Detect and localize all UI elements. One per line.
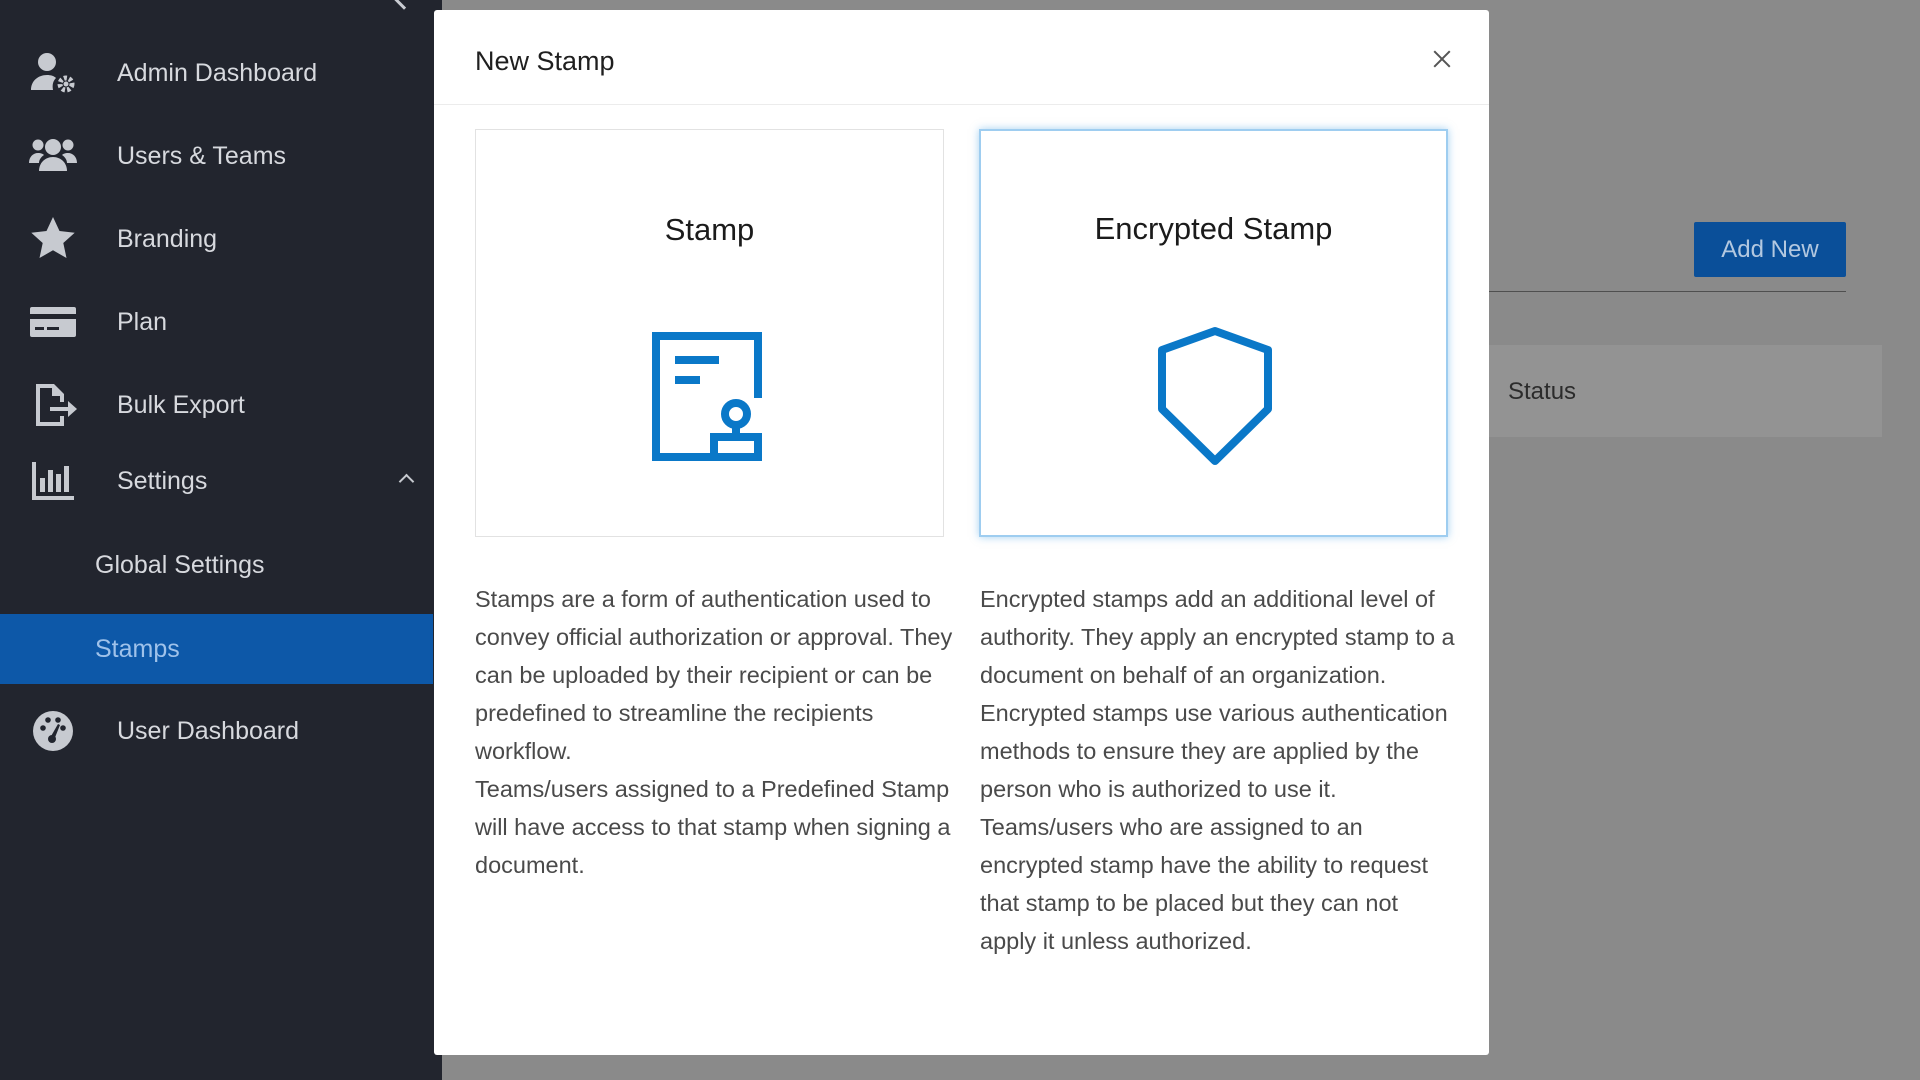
stamp-option-card[interactable] bbox=[475, 129, 944, 537]
sidebar-item-label: Plan bbox=[117, 307, 168, 336]
sidebar-item-user-dashboard[interactable] bbox=[0, 696, 442, 766]
close-icon[interactable] bbox=[1424, 42, 1460, 78]
credit-card-icon bbox=[27, 296, 79, 348]
sidebar-item-plan[interactable] bbox=[0, 287, 442, 357]
gauge-icon bbox=[27, 705, 79, 757]
star-icon bbox=[27, 213, 79, 265]
sidebar bbox=[0, 0, 442, 1080]
modal-title: New Stamp bbox=[475, 46, 615, 76]
description-paragraph: Teams/users assigned to a Predefined Stamp will have access to that stamp when signing a document. bbox=[475, 776, 951, 878]
sidebar-item-label: User Dashboard bbox=[117, 716, 300, 745]
users-icon bbox=[27, 130, 79, 182]
sidebar-item-label: Bulk Export bbox=[117, 390, 245, 419]
sidebar-item-global-settings[interactable] bbox=[0, 530, 433, 600]
sidebar-item-admin-dashboard[interactable] bbox=[0, 38, 442, 108]
modal-header bbox=[434, 10, 1489, 105]
bar-chart-icon bbox=[27, 455, 79, 507]
user-gear-icon bbox=[27, 47, 79, 99]
chevron-up-icon[interactable] bbox=[399, 474, 415, 490]
add-new-button: Add New bbox=[1694, 222, 1846, 277]
sidebar-item-label: Global Settings bbox=[95, 550, 265, 579]
card-title: Encrypted Stamp bbox=[1094, 211, 1333, 246]
description-paragraph: Stamps are a form of authentication used to convey official authorization or approval. They can be uploaded by their recipient or can be predefined to streamline the recipients workflow. bbox=[475, 586, 953, 764]
stamp-description bbox=[475, 580, 955, 884]
sidebar-item-label: Stamps bbox=[95, 634, 180, 663]
encrypted-stamp-description bbox=[980, 580, 1455, 960]
shield-icon bbox=[1155, 325, 1275, 467]
sidebar-item-label: Settings bbox=[117, 466, 208, 495]
sidebar-item-bulk-export[interactable] bbox=[0, 370, 442, 440]
sidebar-item-label: Users & Teams bbox=[117, 141, 287, 170]
encrypted-stamp-option-card[interactable] bbox=[979, 129, 1448, 537]
sidebar-item-label: Admin Dashboard bbox=[117, 58, 318, 87]
document-stamp-icon bbox=[650, 330, 770, 465]
table-header-status: Status bbox=[1508, 378, 1577, 405]
new-stamp-modal bbox=[434, 10, 1489, 1055]
sidebar-item-users-teams[interactable] bbox=[0, 121, 442, 191]
sidebar-item-branding[interactable] bbox=[0, 204, 442, 274]
description-paragraph: Encrypted stamps add an additional level of authority. They apply an encrypted stamp to a document on behalf of an organization. Encrypted stamps use various authentication methods to ensure they are applied by the person who is authorized to use it. bbox=[980, 586, 1455, 802]
divider bbox=[1480, 291, 1846, 292]
sidebar-item-stamps[interactable] bbox=[0, 614, 433, 684]
sidebar-item-label: Branding bbox=[117, 224, 218, 253]
collapse-chevron-icon[interactable] bbox=[391, 0, 416, 10]
sidebar-item-settings[interactable] bbox=[0, 446, 442, 516]
description-paragraph: Teams/users who are assigned to an encrypted stamp have the ability to request that stamp to be placed but they can not apply it unless authorized. bbox=[980, 814, 1429, 954]
card-title: Stamp bbox=[664, 212, 755, 247]
file-export-icon bbox=[27, 379, 79, 431]
